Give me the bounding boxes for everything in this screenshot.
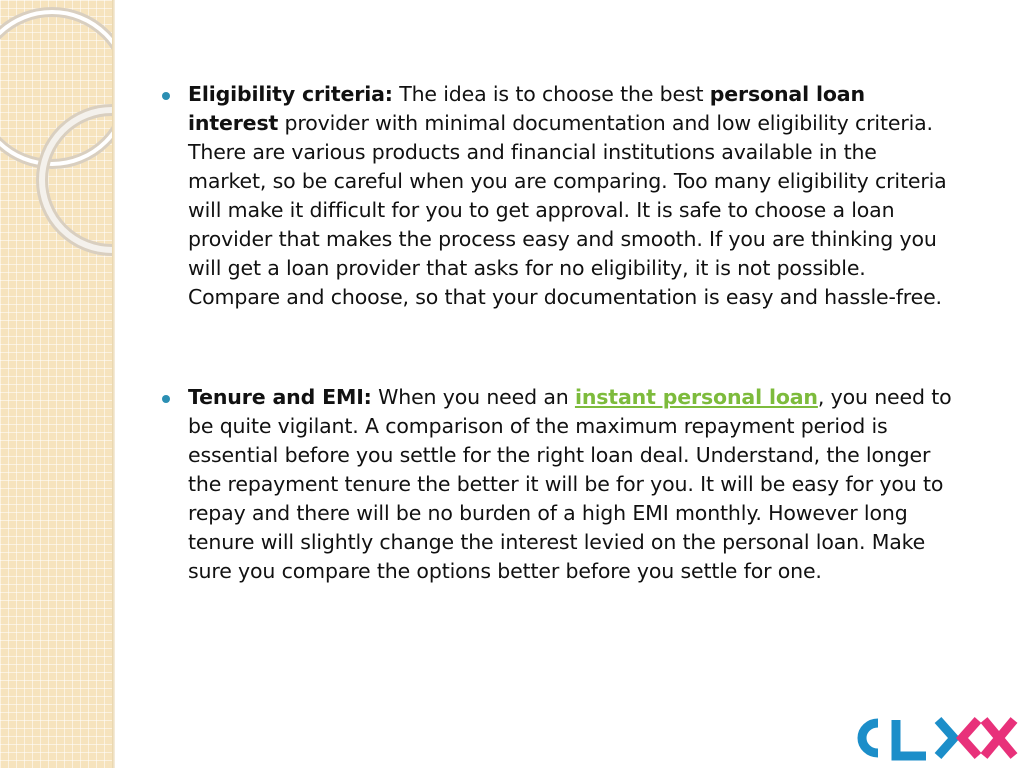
bullet-dot-icon [162,395,170,403]
bullet-label: Eligibility criteria: [188,82,393,106]
bullet-dot-icon [162,92,170,100]
decorative-rings-icon [0,0,112,260]
instant-personal-loan-link[interactable]: instant personal loan [574,385,818,409]
bullet-eligibility-criteria [160,80,960,312]
bullet-text-after: provider with minimal documentation and low eligibility criteria. There are various products and financial institutions available in the market, so be careful when you are comparing. Too many eligibility criteria will make it difficult for you to get approval. It is safe to choose a loan provider that makes the process easy and smooth. If you are thinking you will get a loan provider that asks for no eligibility, it is not possible. Compare and choose, so that your documentation is easy and hassle-free. [188,111,947,309]
decorative-side-panel [0,0,112,768]
clix-logo-icon [838,712,1020,764]
bullet-tenure-and-emi [160,383,960,586]
bullet-text-before: The idea is to choose the best [392,82,710,106]
bullet-bold-phrase: personal loan interest [188,82,865,135]
side-panel-edge [112,0,115,768]
slide-content [160,80,960,586]
bullet-label: Tenure and EMI: [188,385,372,409]
bullet-text-after: , you need to be quite vigilant. A comparison of the maximum repayment period is essential before you settle for the right loan deal. Understand, the longer the repayment tenure the better it will be for you. It will be easy for you to repay and there will be no burden of a high EMI monthly. However long tenure will slightly change the interest levied on the personal loan. Make sure you compare the options better before you settle for one. [188,385,952,583]
bullet-text-before: When you need an [371,385,575,409]
